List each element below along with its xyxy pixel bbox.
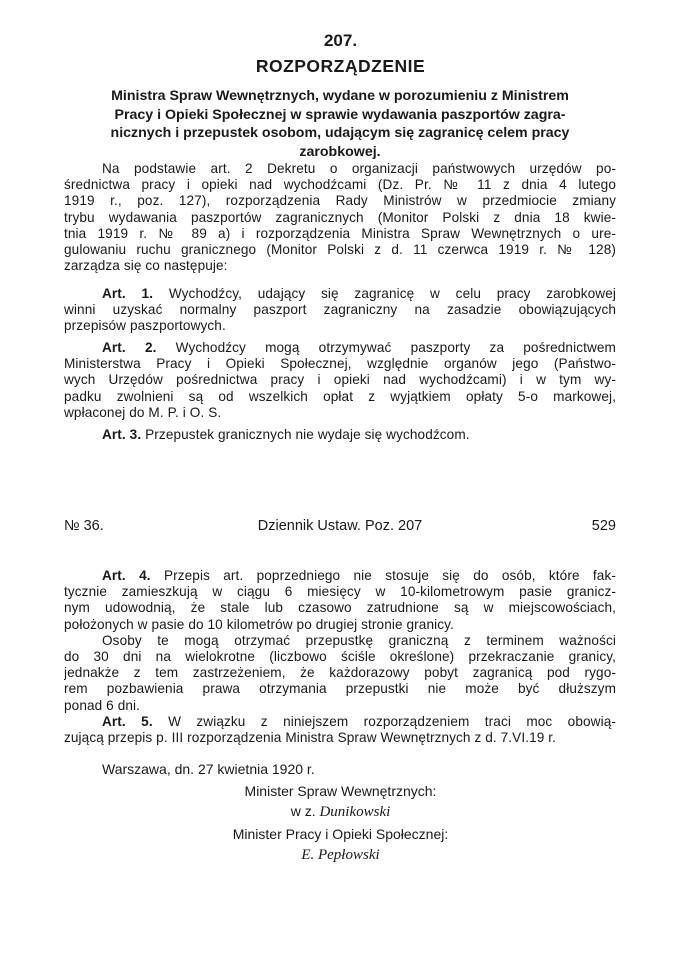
signature-prefix: w z.	[290, 803, 316, 819]
article-label: Art. 1.	[102, 286, 154, 301]
article-4	[64, 568, 616, 714]
article-text: Przepis art. poprzedniego nie stosuje się do osób, które fak-	[163, 568, 616, 583]
article-line: położonych w pasie do 10 kilometrów po drugiej stronie granicy.	[64, 616, 454, 632]
subtitle-line: zarobkowej.	[299, 143, 381, 160]
article-line: wych Urzędów pośrednictwa pracy i opieki nad wychodźcami) i w tym wy-	[64, 372, 616, 388]
article-line: winni uzyskać normalny paszport zagraniczny na zasadzie obowiązujących	[64, 302, 616, 318]
article-5	[64, 714, 616, 746]
article-line: ponad 6 dni.	[64, 697, 141, 713]
article-line: do 30 dni na wielokrotne (liczbowo ściśle określone) przekraczanie granicy,	[64, 649, 616, 665]
issue-number: № 36.	[64, 518, 104, 534]
signature-title-2: Minister Pracy i Opieki Społecznej:	[232, 826, 449, 842]
article-line: Ministerstwa Pracy i Opieki Społecznej, względnie organów jego (Państwo-	[64, 356, 616, 372]
preamble-line: tnia 1919 r. № 89 a) i rozporządzenia Ministra Spraw Wewnętrznych o ure-	[64, 225, 616, 241]
article-label: Art. 5.	[102, 714, 153, 729]
document-title: ROZPORZĄDZENIE	[255, 56, 426, 76]
signature-name: E. Pepłowski	[301, 847, 380, 863]
page-number: 529	[591, 518, 616, 534]
signature-title-1: Minister Spraw Wewnętrznych:	[244, 783, 437, 799]
article-line	[64, 714, 616, 730]
article-line: jednakże z tem zastrzeżeniem, że każdorazowy pobyt zagranicą pod rygo-	[64, 665, 616, 681]
article-line	[64, 427, 616, 443]
article-line: wpłaconej do M. P. i O. S.	[64, 404, 222, 420]
place-and-date: Warszawa, dn. 27 kwietnia 1920 r.	[102, 761, 315, 777]
subtitle-line: Pracy i Opieki Społecznej w sprawie wydawania paszportów zagra-	[114, 106, 566, 123]
article-text: Wychodźcy, udający się zagranicę w celu pracy zarobkowej	[168, 286, 616, 301]
preamble-line: Na podstawie art. 2 Dekretu o organizacji państwowych urzędów po-	[102, 161, 616, 176]
article-2	[64, 340, 616, 421]
article-line: nym udowodnią, że stale lub czasowo zatrudnione są w miejscowościach,	[64, 600, 616, 616]
article-line: zującą przepis p. III rozporządzenia Ministra Spraw Wewnętrznych z d. 7.VI.19 r.	[64, 730, 557, 746]
preamble-line: zarządza się co następuje:	[64, 258, 228, 274]
article-line	[64, 286, 616, 302]
preamble-line: 1919 r., poz. 127), rozporządzenia Rady Ministrów w przedmiocie zmiany	[64, 193, 616, 209]
article-line: padku zwolnieni są od wszelkich opłat z wyjątkiem opłaty 5-o markowej,	[64, 388, 616, 404]
article-line: rem pozbawienia prawa otrzymania przepustki nie może być dłuższym	[64, 681, 616, 697]
signature-name: Dunikowski	[319, 804, 391, 820]
preamble-line: gulowaniu ruchu granicznego (Monitor Polski z d. 11 czerwca 1919 r. № 128)	[64, 242, 616, 258]
article-line	[64, 568, 616, 584]
article-text: Przepustek granicznych nie wydaje się wychodźcom.	[145, 427, 470, 442]
article-text: Wychodźcy mogą otrzymywać paszporty za pośrednictwem	[175, 340, 616, 355]
document-subtitle	[66, 87, 614, 161]
article-line: przepisów paszportowych.	[64, 318, 226, 334]
preamble	[64, 161, 616, 274]
signature-name-1	[0, 803, 681, 821]
journal-title: Dziennik Ustaw. Poz. 207	[257, 518, 423, 534]
article-line	[64, 340, 616, 356]
article-line: tycznie zamieszkują w ciągu 6 miesięcy w 10-kilometrowym pasie granicz-	[64, 584, 616, 600]
article-label: Art. 2.	[102, 340, 157, 355]
signature-name-2	[0, 846, 681, 864]
subtitle-line: Ministra Spraw Wewnętrznych, wydane w porozumieniu z Ministrem	[111, 88, 569, 104]
preamble-line: trybu wydawania paszportów zagranicznych (Monitor Polski z dnia 18 kwie-	[64, 209, 616, 225]
subtitle-line: nicznych i przepustek osobom, udającym się zagranicę celem pracy	[110, 125, 570, 141]
preamble-line: średnictwa pracy i opieki nad wychodźcami (Dz. Pr. № 11 z dnia 4 lutego	[64, 177, 616, 193]
article-label: Art. 3.	[102, 427, 142, 442]
article-text: W związku z niniejszem rozporządzeniem traci moc obowią-	[168, 714, 616, 729]
article-1	[64, 286, 616, 335]
article-3	[64, 427, 616, 443]
document-number: 207.	[323, 31, 358, 50]
article-line: Osoby te mogą otrzymać przepustkę graniczną z terminem ważności	[102, 632, 616, 648]
article-label: Art. 4.	[102, 568, 151, 583]
